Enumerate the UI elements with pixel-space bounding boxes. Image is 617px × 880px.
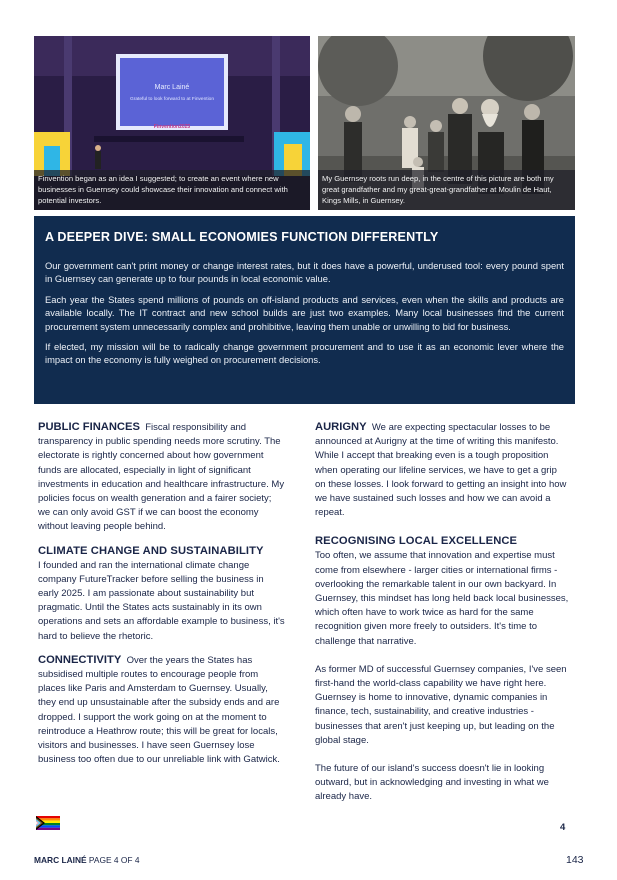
connectivity-text: Over the years the States has subsidised multiple routes to encourage people from places like Paris and Amsterdam to Guernsey. Usually, they end up unsustainable after the subsidy ends and are dropped. I support the work going on at the moment to reintroduce a Heathrow route; this will be great for locals, visitors and businesses. I have seen Guernsey lose business too often due to our unreliable link with Gatwick. [38,654,280,766]
deeper-dive-title: A DEEPER DIVE: SMALL ECONOMIES FUNCTION DIFFERENTLY [45,230,439,244]
stage-screen-logo: Finvention2025 [153,124,191,130]
page-number: 143 [566,854,584,866]
left-column [38,420,286,776]
family-photo [318,36,575,210]
right-column [315,420,570,814]
public-finances-heading: PUBLIC FINANCES [38,421,140,433]
public-finances-text: Fiscal responsibility and transparency in public spending needs more scrutiny. The electorate is rightly concerned about how government funds are allocated, especially in light of significant investments in education and healthcare infrastructure. My policies focus on wealth generation and a fairer society; we can only avoid GST if we can boost the economy without leaving people behind. [38,422,285,533]
deeper-dive-box [34,216,575,404]
local-excellence-paragraph: As former MD of successful Guernsey companies, I've seen first-hand the world-class capability we have right here. Guernsey is home to innovative, dynamic companies in finance, tech, sustainability, and creative industries - businesses that aren't just keeping up, but leading on the global stage. [315,663,567,746]
climate-heading: CLIMATE CHANGE AND SUSTAINABILITY [38,544,264,557]
stage-screen-subtitle: Grateful to look forward to at Finvention [130,97,214,102]
family-photo-caption: My Guernsey roots run deep, in the centre of this picture are both my great grandfather and my great-great-grandfather at Moulin de Haut, Kings Mills, in Guernsey. [318,170,575,210]
page-mark: 4 [560,822,566,833]
connectivity-section [38,653,286,768]
aurigny-section [315,420,570,520]
local-excellence-heading: RECOGNISING LOCAL EXCELLENCE [315,535,518,548]
aurigny-heading: AURIGNY [315,421,367,433]
footer-name: MARC LAINÉ [34,855,87,865]
finvention-photo-caption: Finvention began as an idea I suggested; to create an event where new businesses in Guernsey could showcase their innovation and connect with potential investors. [34,170,310,210]
public-finances-section [38,420,286,535]
finvention-photo [34,36,310,210]
footer [34,855,139,865]
footer-page-label: PAGE 4 OF 4 [88,855,140,865]
local-excellence-paragraph: Too often, we assume that innovation and expertise must come from elsewhere - larger cities or international firms - overlooking the remarkable talent in our own backyard. In Guernsey, this mindset has long held back local businesses, which often have to work twice as hard for the same recognition given more freely to outsiders. It's time to challenge that narrative. [315,550,569,647]
local-excellence-paragraph: The future of our island's success doesn't lie in looking outward, but in acknowledging and investing in what we already have. [315,763,549,803]
deeper-dive-paragraph: Our government can't print money or change interest rates, but it does have a powerful, underused tool: every pound spent in Guernsey can generate up to four pounds in local economic value. [45,260,564,285]
deeper-dive-paragraph: If elected, my mission will be to radically change government procurement and to use it as an economic lever where the impact on the economy is fully weighed on procurement decisions. [45,341,564,366]
connectivity-heading: CONNECTIVITY [38,653,122,666]
pride-flag-icon [36,816,60,830]
stage-screen-name: Marc Lainé [154,84,190,91]
deeper-dive-paragraph: Each year the States spend millions of pounds on off-island products and services, even when the skills and products are available locally. The IT contract and new school builds are just two examples. Many local businesses find the current procurement system unnecessarily complex and prohibitive, leaving them unable or unwilling to bid for business. [45,293,564,332]
aurigny-text: We are expecting spectacular losses to be announced at Aurigny at the time of writing this manifesto. While I accept that breaking even is a tough proposition when operating our lifeline services, we have to get a grip on these losses. I look forward to getting an insight into how we have sustained such losses and how we can avoid a repeat. [315,422,567,519]
climate-text: I founded and ran the international climate change company FutureTracker before selling the business in early 2025. I am passionate about sustainability but pragmatic. Until the States acts sustainably in its own operations and sets an affordable example to business, it's hard to believe the rhetoric. [38,559,285,642]
